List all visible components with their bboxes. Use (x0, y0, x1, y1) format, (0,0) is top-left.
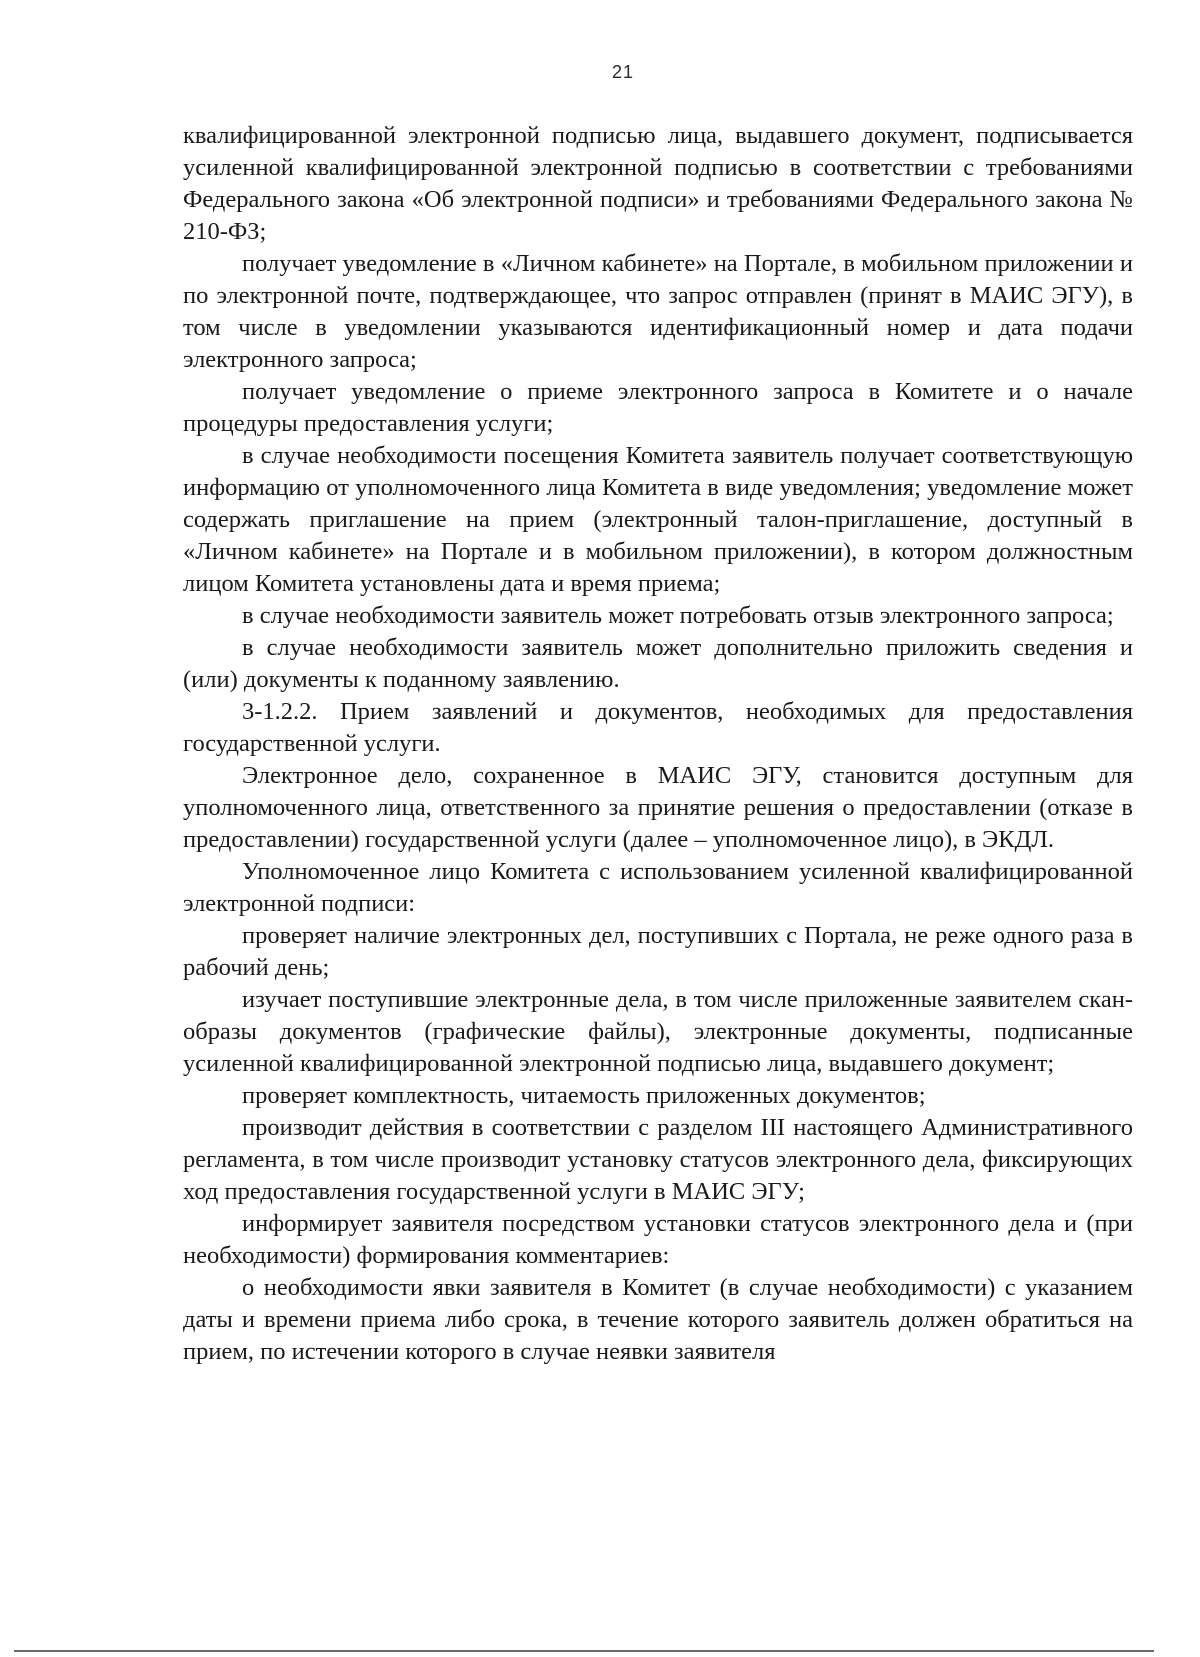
document-body (183, 120, 1133, 1368)
paragraph: в случае необходимости посещения Комитета заявитель получает соответствующую информацию от уполномоченного лица Комитета в виде уведомления; уведомление может содержать приглашение на прием (электронный талон-приглашение, доступный в «Личном кабинете» на Портале и в мобильном приложении), в котором должностным лицом Комитета установлены дата и время приема; (183, 442, 1133, 597)
paragraph-section-heading: 3-1.2.2. Прием заявлений и документов, необходимых для предоставления государственной услуги. (183, 698, 1133, 757)
paragraph: производит действия в соответствии с разделом III настоящего Административного регламента, в том числе производит установку статусов электронного дела, фиксирующих ход предоставления государственной услуги в МАИС ЭГУ; (183, 1114, 1133, 1205)
paragraph: Уполномоченное лицо Комитета с использованием усиленной квалифицированной электронной подписи: (183, 858, 1133, 917)
paragraph: о необходимости явки заявителя в Комитет (в случае необходимости) с указанием даты и времени приема либо срока, в течение которого заявитель должен обратиться на прием, по истечении которого в случае неявки заявителя (183, 1274, 1133, 1365)
paragraph: информирует заявителя посредством установки статусов электронного дела и (при необходимости) формирования комментариев: (183, 1210, 1133, 1269)
paragraph: получает уведомление о приеме электронного запроса в Комитете и о начале процедуры предоставления услуги; (183, 378, 1133, 437)
paragraph: проверяет наличие электронных дел, поступивших с Портала, не реже одного раза в рабочий день; (183, 922, 1133, 981)
paragraph: изучает поступившие электронные дела, в том числе приложенные заявителем скан-образы документов (графические файлы), электронные документы, подписанные усиленной квалифицированной электронной подписью лица, выдавшего документ; (183, 986, 1133, 1077)
paragraph: в случае необходимости заявитель может потребовать отзыв электронного запроса; (242, 602, 1114, 629)
paragraph: получает уведомление в «Личном кабинете» на Портале, в мобильном приложении и по электронной почте, подтверждающее, что запрос отправлен (принят в МАИС ЭГУ), в том числе в уведомлении указываются идентификационный номер и дата подачи электронного запроса; (183, 250, 1133, 373)
paragraph: проверяет комплектность, читаемость приложенных документов; (242, 1082, 926, 1109)
page-number: 21 (611, 62, 635, 82)
paragraph: квалифицированной электронной подписью лица, выдавшего документ, подписывается усиленной квалифицированной электронной подписью в соответствии с требованиями Федерального закона «Об электронной подписи» и требованиями Федерального закона № 210-ФЗ; (183, 122, 1133, 245)
scan-bottom-edge-line (14, 1650, 1154, 1652)
paragraph: Электронное дело, сохраненное в МАИС ЭГУ, становится доступным для уполномоченного лица, ответственного за принятие решения о предоставлении (отказе в предоставлении) государственной услуги (далее – уполномоченное лицо), в ЭКДЛ. (183, 762, 1133, 853)
paragraph: в случае необходимости заявитель может дополнительно приложить сведения и (или) документы к поданному заявлению. (183, 634, 1133, 693)
